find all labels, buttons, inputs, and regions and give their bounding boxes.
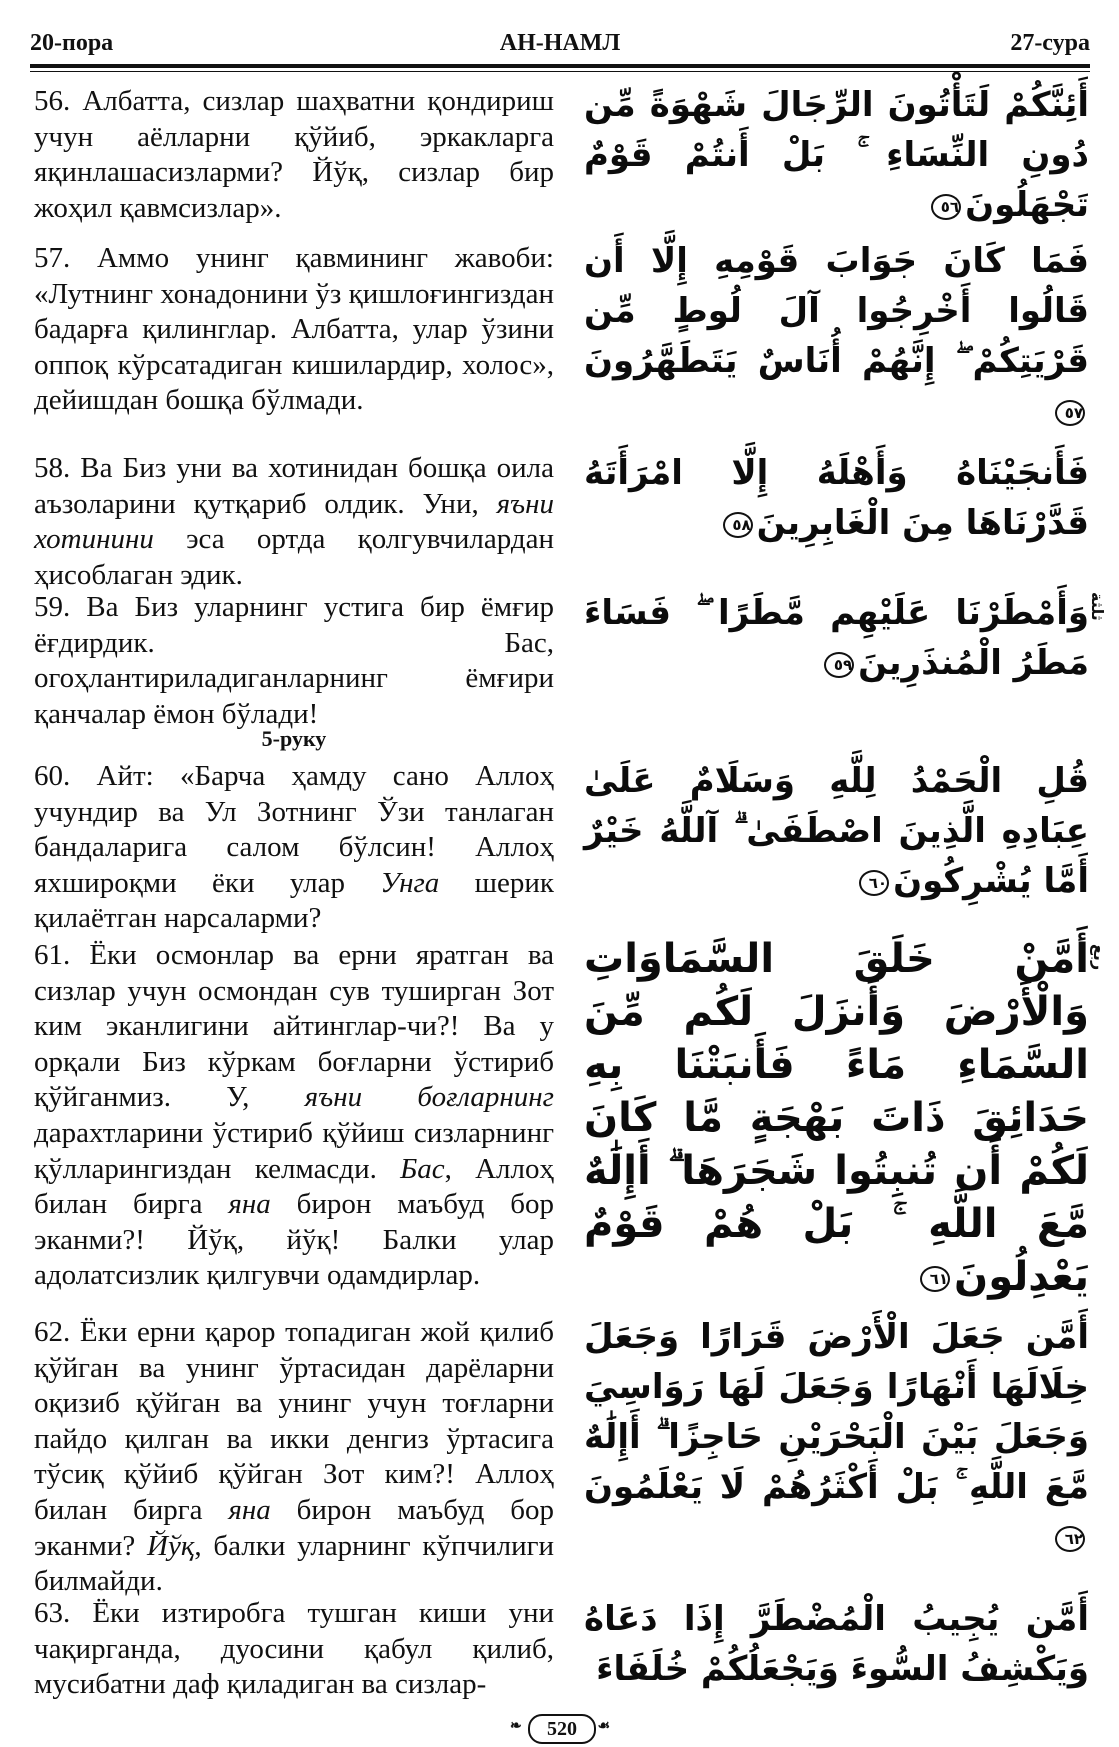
arabic-verse: فَمَا كَانَ جَوَابَ قَوْمِهِ إِلَّا أَن قَالُوا أَخْرِجُوا آلَ لُوطٍ مِّن قَرْيَتِكُمْ ۖ إِنَّهُمْ أُنَاسٌ يَتَطَهَّرُونَ: [584, 241, 1089, 381]
page-number-label: 520: [528, 1714, 596, 1744]
translation-segment-italic: яна: [228, 1493, 271, 1526]
translation-segment: дарахтларини ўстириб қўйиш сизларнинг қўлларингиздан келмасди.: [34, 1116, 554, 1185]
verse-number-medallion: ٥٩: [824, 652, 854, 678]
translation-text: [34, 1315, 554, 1600]
page-number: [510, 1712, 610, 1742]
translation-segment: , Аллоҳ билан бирга: [34, 1152, 554, 1221]
margin-mark: ثلثة: [1088, 592, 1107, 621]
translation-text: [34, 451, 554, 593]
ornament-right: ☙: [597, 1719, 610, 1734]
arabic-verse: أَمَّنْ خَلَقَ السَّمَاوَاتِ وَالْأَرْضَ وَأَنزَلَ لَكُم مِّنَ السَّمَاءِ مَاءً فَأَنبَتْنَا بِهِ حَدَائِقَ ذَاتَ بَهْجَةٍ مَّا كَانَ لَكُمْ أَن تُنبِتُوا شَجَرَهَا ۗ أَإِلَٰهٌ مَّعَ اللَّهِ ۚ بَلْ هُمْ قَوْمٌ يَعْدِلُونَ: [584, 936, 1089, 1300]
translation-text: [34, 1596, 554, 1703]
arabic-verse: فَأَنجَيْنَاهُ وَأَهْلَهُ إِلَّا امْرَأَتَهُ قَدَّرْنَاهَا مِنَ الْغَابِرِينَ: [584, 453, 1089, 543]
arabic-verse: قُلِ الْحَمْدُ لِلَّهِ وَسَلَامٌ عَلَىٰ عِبَادِهِ الَّذِينَ اصْطَفَىٰ ۗ آللَّهُ خَيْرٌ أَمَّا يُشْرِكُونَ: [584, 761, 1089, 901]
verse-number-medallion: ٦١: [920, 1266, 950, 1292]
translation-segment-italic: яъни боғларнинг: [304, 1081, 554, 1114]
translation-segment-italic: яъни хотинини: [34, 487, 554, 556]
translation-text: [34, 241, 554, 419]
arabic-text: [584, 448, 1089, 548]
translation-segment-italic: Унга: [380, 866, 440, 899]
verse-number-medallion: ٦٠: [859, 870, 889, 896]
translation-segment: 61. Ёки осмонлар ва ерни яратган ва сизлар учун осмондан сув туширган Зот ким эканлигини айтинглар-чи?! Ва у орқали Биз кўркам боғларни ўстириб қўйганмиз. У,: [34, 939, 554, 1114]
translation-segment-italic: Бас: [400, 1152, 445, 1185]
surah-title: АН-НАМЛ: [499, 30, 621, 56]
verse-number-medallion: ٥٨: [723, 512, 753, 538]
arabic-text: [584, 933, 1089, 1304]
translation-text: [34, 84, 554, 226]
translation-segment: 58. Ва Биз уни ва хотинидан бошқа оила аъзоларини қутқариб олдик. Уни,: [34, 452, 554, 520]
translation-text: [34, 938, 554, 1294]
arabic-text: [584, 588, 1089, 688]
translation-segment-italic: Йўқ: [147, 1529, 195, 1562]
arabic-verse: أَمَّن يُجِيبُ الْمُضْطَرَّ إِذَا دَعَاهُ وَيَكْشِفُ السُّوءَ وَيَجْعَلُكُمْ خُلَفَاءَ: [584, 1599, 1089, 1689]
page-header: [30, 30, 1090, 60]
translation-segment: 57. Аммо унинг қавмининг жавоби: «Лутнинг хонадонини ўз қишлоғингиздан бадарға қилинглар. Албатта, улар ўзини оппоқ кўрсатадиган кишилардир, холос», дейишдан бошқа бўлмади.: [34, 242, 554, 417]
verse-number-medallion: ٦٢: [1055, 1526, 1085, 1552]
arabic-verse: أَئِنَّكُمْ لَتَأْتُونَ الرِّجَالَ شَهْوَةً مِّن دُونِ النِّسَاءِ ۚ بَلْ أَنتُمْ قَوْمٌ تَجْهَلُونَ: [584, 85, 1089, 225]
header-rule-thick: [30, 64, 1090, 68]
verse-number-medallion: ٥٦: [931, 194, 961, 220]
arabic-text: [584, 80, 1089, 230]
ornament-left: ❧: [510, 1719, 522, 1734]
surah-number-label: 27-сура: [1010, 30, 1090, 56]
translation-segment: 62. Ёки ерни қарор топадиган жой қилиб қўйган ва унинг ўртасидан дарёларни оқизиб қўйган ва унинг учун тоғларни пайдо қилган ва икки денгиз ўртасига тўсиқ қўйиб қўйган Зот ким?! Аллоҳ билан бирга: [34, 1316, 554, 1526]
translation-text: [34, 759, 554, 937]
arabic-text: [584, 756, 1089, 906]
arabic-text: [584, 236, 1089, 436]
arabic-verse: أَمَّن جَعَلَ الْأَرْضَ قَرَارًا وَجَعَلَ خِلَالَهَا أَنْهَارًا وَجَعَلَ لَهَا رَوَاسِيَ وَجَعَلَ بَيْنَ الْبَحْرَيْنِ حَاجِزًا ۗ أَإِلَٰهٌ مَّعَ اللَّهِ ۚ بَلْ أَكْثَرُهُمْ لَا يَعْلَمُونَ: [584, 1317, 1089, 1507]
translation-segment: эса ортда қолгувчилардан ҳисоблаган эдик.: [34, 523, 554, 591]
margin-mark: ربع: [1090, 944, 1109, 971]
translation-segment: бирон маъбуд бор эканми?! Йўқ, йўқ! Балки улар адолатсизлик қилгувчи одамдирлар.: [34, 1188, 554, 1292]
arabic-text: [584, 1594, 1089, 1694]
ruku-heading: 5-руку: [261, 726, 327, 751]
juz-label: 20-пора: [30, 30, 114, 56]
translation-segment: 59. Ва Биз уларнинг устига бир ёмғир ёғдирдик. Бас, огоҳлантириладиганларнинг ёмғири қанчалар ёмон бўлади!: [34, 591, 554, 730]
arabic-text: [584, 1312, 1089, 1562]
translation-segment: , балки уларнинг кўпчилиги билмайди.: [34, 1529, 555, 1598]
translation-segment: 63. Ёки изтиробга тушган киши уни чақирганда, дуосини қабул қилиб, мусибатни даф қиладиган ва сизлар-: [34, 1597, 554, 1701]
translation-text: [34, 590, 554, 732]
translation-segment: шерик қилаётган нарсаларми?: [34, 866, 554, 935]
verse-number-medallion: ٥٧: [1055, 400, 1085, 426]
arabic-verse: وَأَمْطَرْنَا عَلَيْهِم مَّطَرًا ۖ فَسَاءَ مَطَرُ الْمُنذَرِينَ: [584, 593, 1089, 683]
translation-segment: бирон маъбуд бор эканми?: [34, 1493, 554, 1562]
translation-segment: 60. Айт: «Барча ҳамду сано Аллоҳ учундир ва Ул Зотнинг Ўзи танлаган бандаларига салом бўлсин! Аллоҳ яхшироқми ёки улар: [34, 760, 554, 899]
translation-segment-italic: яна: [228, 1188, 271, 1221]
translation-segment: 56. Албатта, сизлар шаҳватни қондириш учун аёлларни қўйиб, эркакларга яқинлашасизларми? Йўқ, сизлар бир жоҳил қавмсизлар».: [34, 85, 554, 224]
header-rule-thin: [30, 71, 1090, 72]
